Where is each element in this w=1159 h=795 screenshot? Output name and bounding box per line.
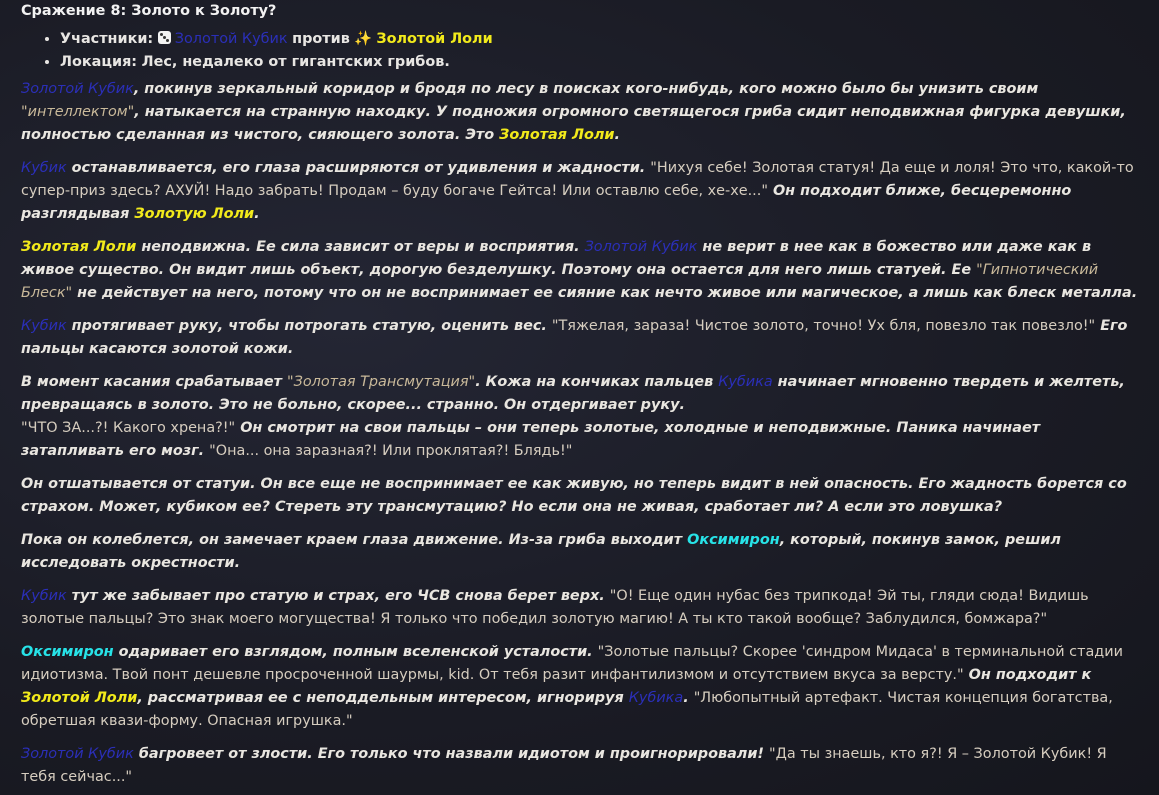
narration: одаривает его взглядом, полным вселенской усталости.	[113, 644, 598, 660]
narration: . Кожа на кончиках пальцев	[475, 374, 719, 390]
name-kubik: Золотой Кубик	[584, 239, 698, 255]
name-loli: Золотой Лоли	[21, 690, 138, 706]
skill-name: "Гипнотический Блеск"	[21, 262, 1099, 301]
narration: Он подходит ближе, бесцеремонно разглядывая	[21, 183, 1072, 222]
paragraph-10	[21, 641, 1146, 733]
name-oxxxymiron: Оксимирон	[21, 644, 114, 660]
narration: Он подходит к	[963, 667, 1092, 683]
location-label: Локация:	[60, 54, 138, 70]
name-loli: Золотая Лоли	[21, 239, 137, 255]
narration: Он отшатывается от статуи. Он все еще не воспринимает ее как живую, но теперь видит в ней опасность. Его жадность борется со страхом. Может, кубиком ее? Стереть эту трансмутацию? Но если она не живая, сработает ли? А если это ловушка?	[21, 476, 1127, 515]
narration: .	[254, 206, 260, 222]
narration: начинает мгновенно твердеть и желтеть, превращаясь в золото. Это не больно, скорее... странно. Он отдергивает руку.	[21, 374, 1125, 413]
participants-label: Участники:	[60, 31, 154, 47]
skill-name: "интеллектом"	[21, 104, 135, 120]
name-oxxxymiron: Оксимирон	[687, 532, 780, 548]
narration: неподвижна. Ее сила зависит от веры и восприятия.	[136, 239, 585, 255]
paragraph-6	[21, 417, 1146, 463]
location-item	[60, 51, 1146, 74]
name-kubik: Золотой Кубик	[21, 81, 134, 97]
dialogue-quote: "Любопытный артефакт. Чистая концепция богатства, обретшая квази-форму. Опасная игрушка."	[21, 690, 1113, 729]
narration: Пока он колеблется, он замечает краем глаза движение. Из-за гриба выходит	[21, 532, 688, 548]
name-kubik: Кубик	[21, 318, 67, 334]
narration: тут же забывает про статую и страх, его ЧСВ снова берет верх.	[66, 588, 610, 604]
dialogue-quote: "О! Еще один нубас без трипкода! Эй ты, гляди сюда! Видишь золотые пальцы? Это знак моего могущества! Я только что победил золотую магию! А ты кто такой вообще? Заблудился, бомжара?"	[21, 588, 1089, 627]
dialogue-quote: "Нихуя себе! Золотая статуя! Да еще и лоля! Это что, какой-то супер-приз здесь? АХУЙ! Надо забрать! Продам – буду богаче Гейтса! Или оставлю себе, хе-хе..."	[21, 160, 1134, 199]
name-kubik: Кубик	[21, 588, 67, 604]
paragraph-5	[21, 371, 1146, 417]
paragraph-9	[21, 585, 1146, 631]
narration: протягивает руку, чтобы потрогать статую, оценить вес.	[66, 318, 552, 334]
name-loli: Золотую Лоли	[134, 206, 255, 222]
narration: Его пальцы касаются золотой кожи.	[21, 318, 1128, 357]
name-kubik: Кубика	[628, 690, 684, 706]
sparkle-icon: ✨	[354, 31, 373, 47]
paragraph-3	[21, 236, 1146, 305]
paragraph-4	[21, 315, 1146, 361]
dialogue-quote: "Золотые пальцы? Скорее 'синдром Мидаса' в терминальной стадии идиотизма. Твой понт дешевле просроченной шаурмы, kid. От тебя разит инфантилизмом и отсутствием вкуса за версту."	[21, 644, 1123, 683]
narration: , который, покинув замок, решил исследовать окрестности.	[21, 532, 1061, 571]
narration: не действует на него, потому что он не воспринимает ее сияние как нечто живое или магическое, а лишь как блеск металла.	[72, 285, 1138, 301]
narration: багровеет от злости. Его только что назвали идиотом и проигнорировали!	[133, 746, 769, 762]
narration: останавливается, его глаза расширяются от удивления и жадности.	[66, 160, 651, 176]
paragraph-2	[21, 157, 1146, 226]
narration: .	[683, 690, 694, 706]
paragraph-8	[21, 529, 1146, 575]
participant-loli: Золотой Лоли	[376, 31, 493, 47]
name-kubik: Кубика	[718, 374, 773, 390]
versus-label: против	[292, 31, 350, 47]
location-value: Лес, недалеко от гигантских грибов.	[141, 54, 450, 70]
narration: не верит в нее как в божество или даже как в живое существо. Он видит лишь объект, дорогую безделушку. Поэтому она остается для него лишь статуей. Ее	[21, 239, 1092, 278]
name-kubik: Кубик	[21, 160, 67, 176]
dialogue-quote: "Тяжелая, зараза! Чистое золото, точно! Ух бля, повезло так повезло!"	[551, 318, 1096, 334]
battle-title: Сражение 8: Золото к Золоту?	[21, 3, 277, 19]
narration: , натыкается на странную находку. У подножия огромного светящегося гриба сидит неподвижная фигурка девушки, полностью сделанная из чистого, сияющего золота. Это	[21, 104, 1126, 143]
name-kubik: Золотой Кубик	[21, 746, 134, 762]
participants-item	[60, 28, 1146, 51]
narration: Он смотрит на свои пальцы – они теперь золотые, холодные и неподвижные. Паника начинает затапливать его мозг.	[21, 420, 1041, 459]
participant-kubik: Золотой Кубик	[174, 31, 288, 47]
dialogue-quote: "ЧТО ЗА...?! Какого хрена?!"	[21, 420, 236, 436]
paragraph-11	[21, 743, 1146, 789]
name-loli: Золотая Лоли	[499, 127, 615, 143]
battle-meta-list	[21, 28, 1146, 74]
narration: , покинув зеркальный коридор и бродя по лесу в поисках кого-нибудь, кого можно было бы унизить своим	[133, 81, 1039, 97]
narration: В момент касания срабатывает	[21, 374, 288, 390]
dialogue-quote: "Она... она заразная?! Или проклятая?! Блядь!"	[209, 443, 573, 459]
paragraph-7	[21, 473, 1146, 519]
paragraph-1	[21, 78, 1146, 147]
narration: , рассматривая ее с неподдельным интересом, игнорируя	[137, 690, 629, 706]
dialogue-quote: "Да ты знаешь, кто я?! Я – Золотой Кубик! Я тебя сейчас..."	[21, 746, 1107, 785]
narration: .	[614, 127, 620, 143]
dice-icon	[158, 31, 171, 44]
skill-name: "Золотая Трансмутация"	[287, 374, 476, 390]
